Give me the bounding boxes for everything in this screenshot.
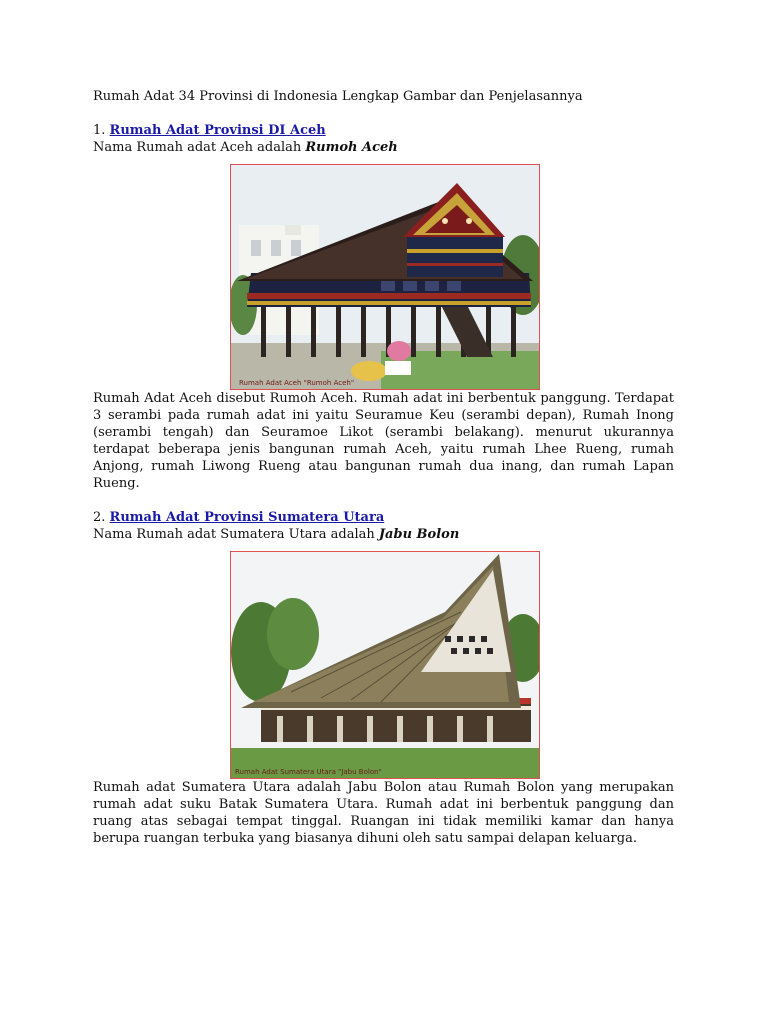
intro-text: Nama Rumah adat Sumatera Utara adalah (93, 527, 375, 542)
spacer (93, 492, 674, 509)
jabu-bolon-illustration (231, 552, 539, 778)
section-link-aceh[interactable]: Rumah Adat Provinsi DI Aceh (109, 123, 326, 138)
photo-caption-sumut: Rumah Adat Sumatera Utara "Jabu Bolon" (235, 768, 382, 776)
section-intro (93, 139, 674, 156)
section-link-sumatera-utara[interactable]: Rumah Adat Provinsi Sumatera Utara (109, 510, 385, 525)
intro-text: Nama Rumah adat Aceh adalah (93, 140, 302, 155)
section-number: 1. (93, 123, 106, 138)
section-description: Rumah Adat Aceh disebut Rumoh Aceh. Rumah adat ini berbentuk panggung. Terdapat 3 serambi pada rumah adat ini yaitu Seuramue Keu (serambi depan), Rumah Inong (serambi tengah) dan Seuramoe Likot (serambi belakang). menurut ukurannya terdapat beberapa jenis bangunan rumah Aceh, yaitu rumah Lhee Rueng, rumah Anjong, rumah Liwong Rueng atau bangunan rumah dua inang, dan rumah Lapan Rueng. (93, 391, 674, 491)
section-description: Rumah adat Sumatera Utara adalah Jabu Bolon atau Rumah Bolon yang merupakan rumah adat suku Batak Sumatera Utara. Rumah adat ini berbentuk panggung dan ruang atas sebagai tempat tinggal. Ruangan ini tidak memiliki kamar dan hanya berupa ruangan terbuka yang biasanya dihuni oleh satu sampai delapan keluarga. (93, 780, 674, 846)
document-page (93, 88, 674, 847)
jabu-bolon-photo (230, 551, 540, 779)
document-title: Rumah Adat 34 Provinsi di Indonesia Lengkap Gambar dan Penjelasannya (93, 89, 583, 104)
section-number: 2. (93, 510, 106, 525)
section-heading (93, 509, 674, 526)
photo-caption-aceh: Rumah Adat Aceh "Rumoh Aceh" (239, 379, 355, 387)
section-aceh (93, 122, 674, 492)
rumoh-aceh-illustration (231, 165, 539, 389)
rumoh-aceh-photo (230, 164, 540, 390)
section-intro (93, 526, 674, 543)
spacer (93, 105, 674, 122)
house-name: Jabu Bolon (378, 527, 460, 542)
section-heading (93, 122, 674, 139)
house-name: Rumoh Aceh (305, 140, 398, 155)
section-sumatera-utara (93, 509, 674, 847)
